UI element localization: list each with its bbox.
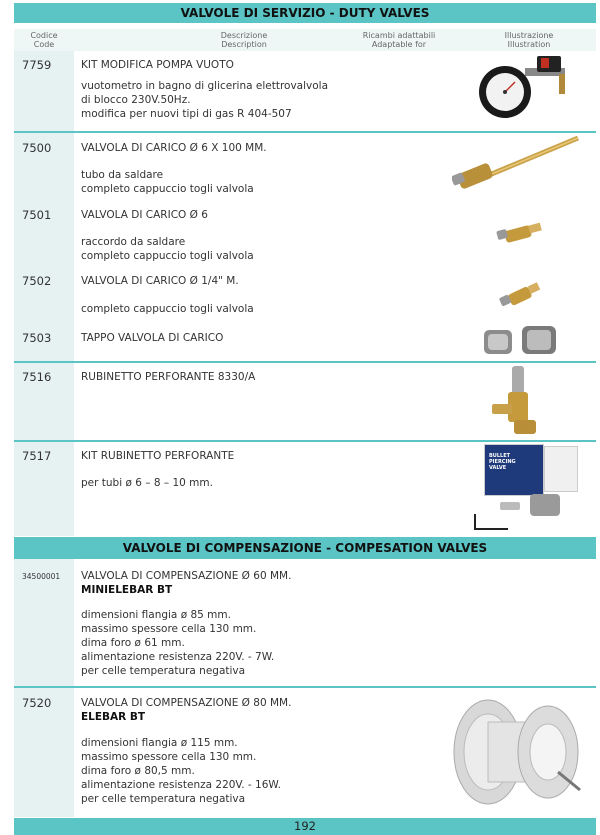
col-illustration-en: Illustration [507, 40, 551, 49]
page-number: 192 [14, 818, 596, 835]
product-code: 7500 [22, 141, 52, 155]
charge-valve-quarter-image [497, 280, 545, 312]
compensation-valve-elebar-image [448, 692, 588, 814]
product-title: VALVOLA DI CARICO Ø 6 X 100 MM. [81, 142, 267, 154]
product-code: 34500001 [22, 572, 61, 581]
col-code [14, 31, 74, 49]
col-code-en: Code [33, 40, 55, 49]
product-code: 7520 [22, 696, 52, 710]
col-code-it: Codice [30, 31, 58, 40]
product-detail: vuotometro in bagno di glicerina elettrovalvola [81, 80, 329, 92]
product-title: VALVOLA DI CARICO Ø 1/4" M. [81, 275, 239, 287]
section-header-duty-valves: VALVOLE DI SERVIZIO - DUTY VALVES [14, 3, 596, 23]
product-detail: per celle temperatura negativa [81, 793, 246, 805]
product-detail: completo cappuccio togli valvola [81, 183, 254, 195]
product-detail: di blocco 230V.50Hz. [81, 94, 191, 106]
kit-box-label: BULLET [489, 453, 511, 459]
col-description-en: Description [221, 40, 267, 49]
product-subtitle: MINIELEBAR BT [81, 584, 173, 596]
product-code: 7502 [22, 274, 52, 288]
col-description [174, 31, 314, 49]
product-detail: massimo spessore cella 130 mm. [81, 751, 257, 763]
col-illustration [474, 31, 584, 49]
product-detail: per tubi ø 6 – 8 – 10 mm. [81, 477, 213, 489]
row-divider [14, 361, 596, 363]
product-title: VALVOLA DI COMPENSAZIONE Ø 60 MM. [81, 570, 292, 582]
product-title: VALVOLA DI COMPENSAZIONE Ø 80 MM. [81, 697, 292, 709]
product-detail: completo cappuccio togli valvola [81, 303, 254, 315]
product-detail: dimensioni flangia ø 85 mm. [81, 609, 231, 621]
charge-valve-long-tube-image [452, 134, 582, 196]
code-column-bg [14, 51, 74, 536]
row-divider [14, 686, 596, 688]
product-detail: alimentazione resistenza 220V. - 7W. [81, 651, 275, 663]
product-title: RUBINETTO PERFORANTE 8330/A [81, 371, 256, 383]
kit-box-side [544, 446, 578, 492]
col-spares-en: Adaptable for [371, 40, 427, 49]
product-detail: raccordo da saldare [81, 236, 186, 248]
product-detail: per celle temperatura negativa [81, 665, 246, 677]
kit-box-label: VALVE [489, 465, 507, 471]
product-detail: massimo spessore cella 130 mm. [81, 623, 257, 635]
charge-valve-6mm-image [495, 220, 545, 248]
product-code: 7503 [22, 331, 52, 345]
product-title: KIT MODIFICA POMPA VUOTO [81, 59, 234, 71]
product-title: TAPPO VALVOLA DI CARICO [81, 332, 224, 344]
product-code: 7759 [22, 58, 52, 72]
product-detail: dima foro ø 80,5 mm. [81, 765, 195, 777]
col-illustration-it: Illustrazione [504, 31, 554, 40]
clamp-part [530, 494, 560, 516]
piercing-tap-image [490, 364, 550, 439]
product-detail: tubo da saldare [81, 169, 164, 181]
product-title: VALVOLA DI CARICO Ø 6 [81, 209, 208, 221]
valve-caps-image [482, 322, 562, 358]
column-headers [14, 29, 596, 51]
product-detail: modifica per nuovi tipi di gas R 404-507 [81, 108, 292, 120]
clamp-part [500, 502, 520, 510]
product-subtitle: ELEBAR BT [81, 711, 146, 723]
product-detail: completo cappuccio togli valvola [81, 250, 254, 262]
kit-box-label: PIERCING [489, 459, 516, 465]
product-code: 7501 [22, 208, 52, 222]
product-detail: dima foro ø 61 mm. [81, 637, 185, 649]
product-detail: dimensioni flangia ø 115 mm. [81, 737, 238, 749]
col-description-it: Descrizione [220, 31, 268, 40]
section-header-compensation-valves: VALVOLE DI COMPENSAZIONE - COMPESATION VALVES [14, 537, 596, 559]
piercing-kit-image [470, 442, 582, 537]
kit-box [484, 444, 544, 496]
row-divider [14, 131, 596, 133]
product-code: 7517 [22, 449, 52, 463]
product-title: KIT RUBINETTO PERFORANTE [81, 450, 235, 462]
col-spares-it: Ricambi adattabili [362, 31, 436, 40]
col-spares [344, 31, 454, 49]
product-code: 7516 [22, 370, 52, 384]
code-column-bg-2 [14, 559, 74, 817]
product-detail: alimentazione resistenza 220V. - 16W. [81, 779, 281, 791]
allen-key [474, 528, 508, 530]
vacuum-gauge-kit-image [475, 54, 575, 124]
